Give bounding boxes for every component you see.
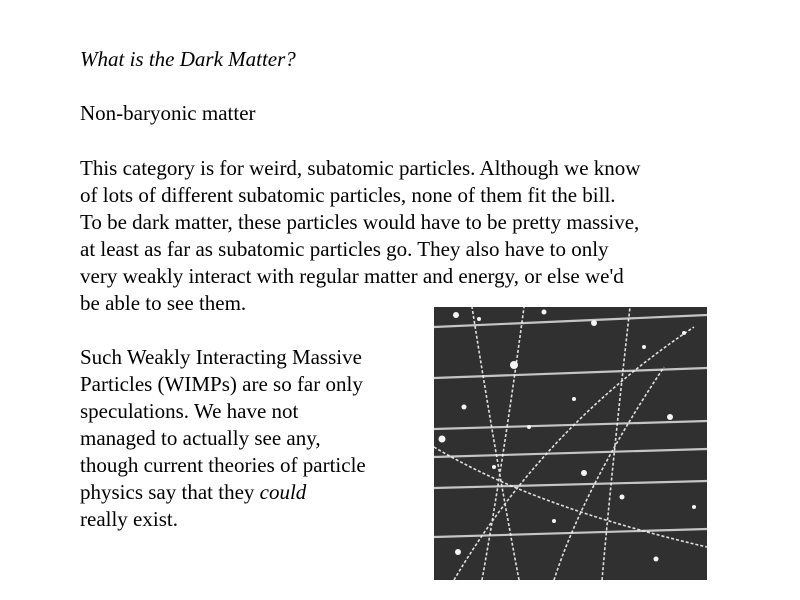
- paragraph-line: To be dark matter, these particles would have to be pretty massive,: [80, 210, 640, 234]
- paragraph-line: very weakly interact with regular matter and energy, or else we'd: [80, 264, 624, 288]
- paragraph-line: This category is for weird, subatomic particles. Although we know: [80, 156, 641, 180]
- paragraph-wimps: [80, 344, 430, 533]
- paragraph-line-text: physics say that they: [80, 480, 260, 504]
- paragraph-line: though current theories of particle: [80, 453, 366, 477]
- bubble-chamber-photo: [434, 307, 707, 580]
- paragraph-line: of lots of different subatomic particles, none of them fit the bill.: [80, 183, 616, 207]
- paragraph-line: speculations. We have not: [80, 399, 299, 423]
- slide-subtitle: Non-baryonic matter: [80, 101, 256, 125]
- slide-title: What is the Dark Matter?: [80, 47, 296, 71]
- paragraph-line: at least as far as subatomic particles go. They also have to only: [80, 237, 609, 261]
- paragraph-line: be able to see them.: [80, 291, 247, 315]
- paragraph-line: [80, 479, 430, 506]
- particle-tracks-image: [434, 307, 707, 580]
- emphasis-word: could: [259, 480, 307, 504]
- paragraph-line: managed to actually see any,: [80, 426, 321, 450]
- paragraph-intro: [80, 155, 760, 317]
- paragraph-line: really exist.: [80, 507, 178, 531]
- paragraph-line: Such Weakly Interacting Massive: [80, 345, 362, 369]
- paragraph-line: Particles (WIMPs) are so far only: [80, 372, 363, 396]
